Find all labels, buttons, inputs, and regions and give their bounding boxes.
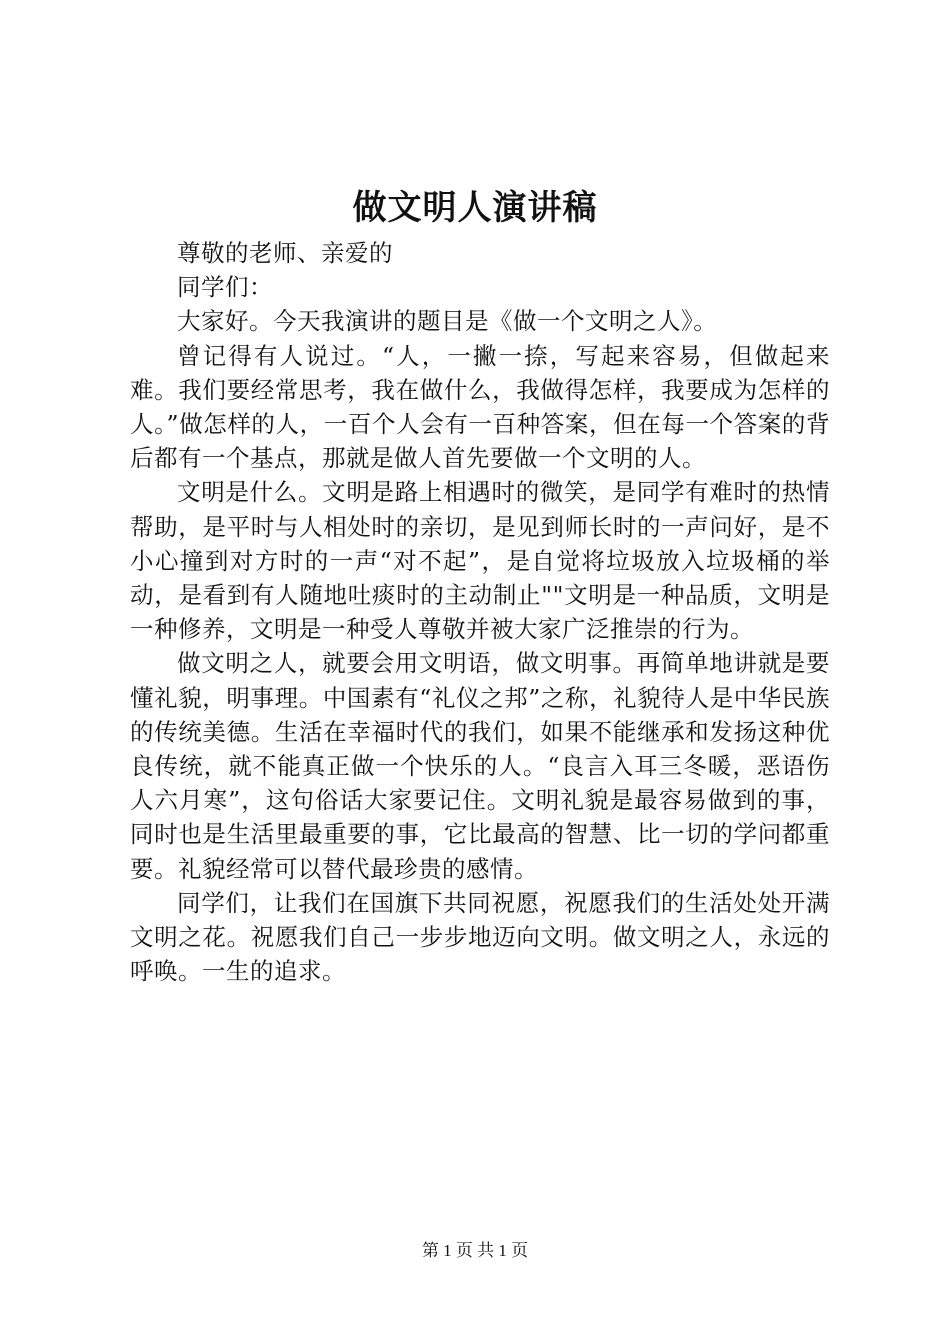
page-footer: 第 1 页 共 1 页 (421, 1241, 529, 1260)
paragraph-closing: 同学们，让我们在国旗下共同祝愿，祝愿我们的生活处处开满文明之花。祝愿我们自己一步步地迈向文明。做文明之人，永远的呼唤。一生的追求。 (130, 888, 830, 986)
paragraph-1: 曾记得有人说过。“人，一撇一捺，写起来容易，但做起来难。我们要经常思考，我在做什么，我做得怎样，我要成为怎样的人。”做怎样的人，一百个人会有一百种答案，但在每一个答案的背后都有一个基点，那就是做人首先要做一个文明的人。 (130, 341, 830, 473)
document-title: 做文明人演讲稿 (352, 188, 598, 228)
paragraph-2: 文明是什么。文明是路上相遇时的微笑，是同学有难时的热情帮助，是平时与人相处时的亲切，是见到师长时的一声问好，是不小心撞到对方时的一声“对不起”，是自觉将垃圾放入垃圾桶的举动，是看到有人随地吐痰时的主动制止""文明是一种品质，文明是一种修养，文明是一种受人尊敬并被大家广泛推崇的行为。 (130, 478, 830, 644)
document-body (130, 236, 830, 988)
paragraph-salutation-2: 同学们： (177, 273, 273, 302)
paragraph-3: 做文明之人，就要会用文明语，做文明事。再简单地讲就是要懂礼貌，明事理。中国素有“礼仪之邦”之称，礼貌待人是中华民族的传统美德。生活在幸福时代的我们，如果不能继承和发扬这种优良传统，就不能真正做一个快乐的人。“良言入耳三冬暖，恶语伤人六月寒”，这句俗话大家要记住。文明礼貌是最容易做到的事，同时也是生活里最重要的事，它比最高的智慧、比一切的学问都重要。礼貌经常可以替代最珍贵的感情。 (130, 649, 830, 883)
paragraph-greeting: 大家好。今天我演讲的题目是《做一个文明之人》。 (177, 307, 718, 336)
paragraph-salutation-1: 尊敬的老师、亲爱的 (177, 239, 393, 267)
